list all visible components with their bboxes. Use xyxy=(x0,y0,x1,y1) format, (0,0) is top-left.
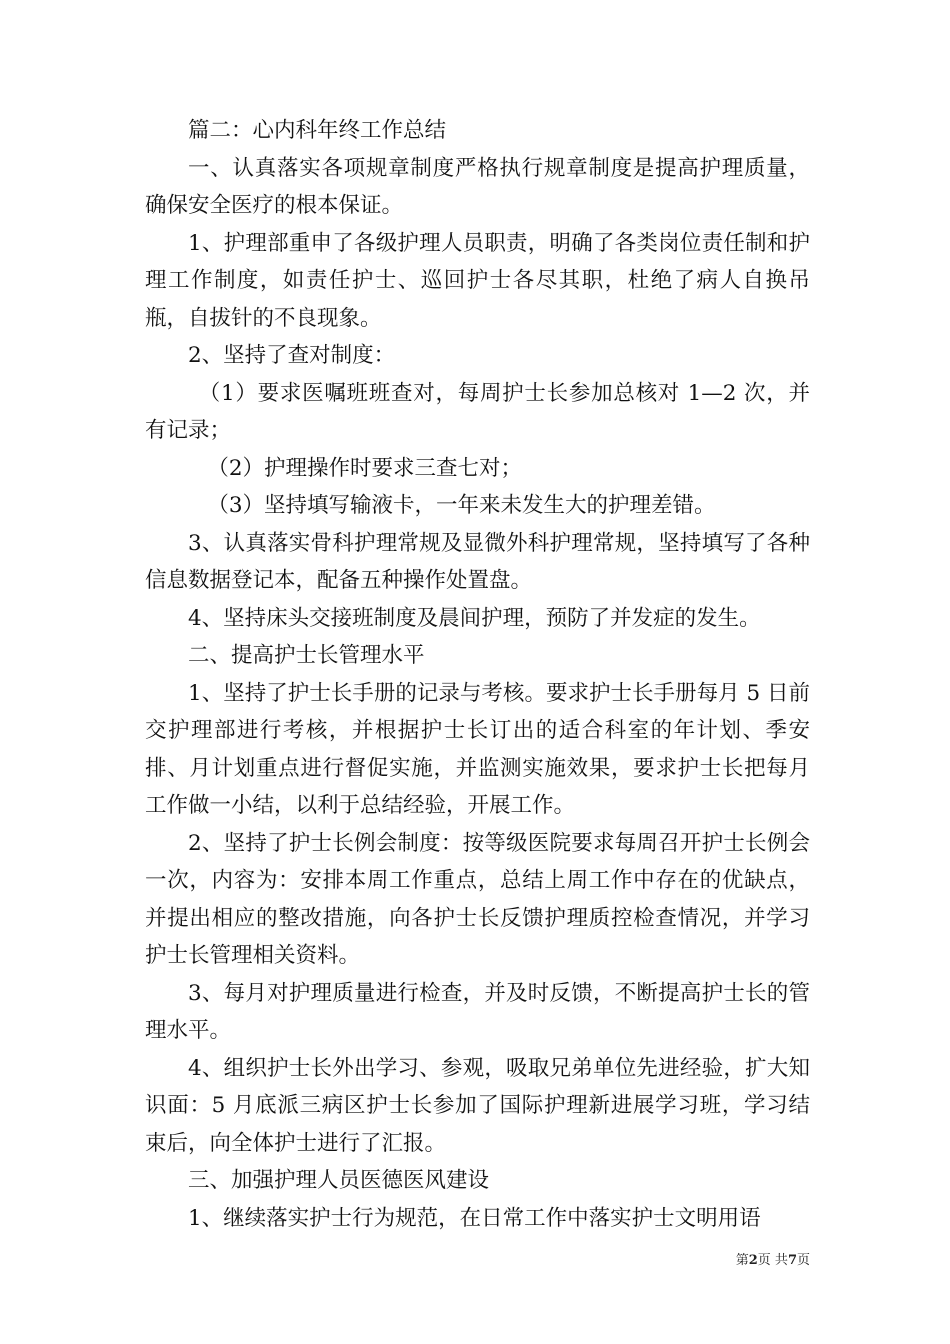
paragraph: 2、坚持了护士长例会制度：按等级医院要求每周召开护士长例会一次，内容为：安排本周工作重点，总结上周工作中存在的优缺点，并提出相应的整改措施，向各护士长反馈护理质控检查情况，并学习护士长管理相关资料。 xyxy=(145,830,810,968)
section-heading: 二、提高护士长管理水平 xyxy=(188,643,425,668)
footer-prefix: 第 xyxy=(735,1253,749,1268)
total-page-count: 7 xyxy=(787,1253,797,1268)
section-heading: 三、加强护理人员医德医风建设 xyxy=(188,1168,490,1193)
paragraph: 一、认真落实各项规章制度严格执行规章制度是提高护理质量，确保安全医疗的根本保证。 xyxy=(145,155,810,218)
document-body xyxy=(145,112,810,1237)
paragraph: 1、继续落实护士行为规范，在日常工作中落实护士文明用语 xyxy=(188,1205,761,1231)
paragraph: 3、认真落实骨科护理常规及显微外科护理常规，坚持填写了各种信息数据登记本，配备五种操作处置盘。 xyxy=(145,530,810,593)
paragraph: （1）要求医嘱班班查对，每周护士长参加总核对 1—2 次，并有记录； xyxy=(145,380,810,443)
footer-suffix: 页 xyxy=(796,1253,810,1268)
paragraph: （2）护理操作时要求三查七对； xyxy=(207,455,523,481)
paragraph: 4、组织护士长外出学习、参观，吸取兄弟单位先进经验，扩大知识面：5 月底派三病区护士长参加了国际护理新进展学习班，学习结束后，向全体护士进行了汇报。 xyxy=(145,1055,810,1156)
section-title: 篇二：心内科年终工作总结 xyxy=(188,118,447,143)
page-number-footer xyxy=(700,1249,810,1268)
paragraph: 4、坚持床头交接班制度及晨间护理，预防了并发症的发生。 xyxy=(188,605,761,631)
paragraph: 1、坚持了护士长手册的记录与考核。要求护士长手册每月 5 日前交护理部进行考核，并根据护士长订出的适合科室的年计划、季安排、月计划重点进行督促实施，并监测实施效果，要求护士长把每月工作做一小结，以利于总结经验，开展工作。 xyxy=(145,680,810,818)
current-page-number: 2 xyxy=(748,1253,758,1268)
paragraph: （3）坚持填写输液卡，一年来未发生大的护理差错。 xyxy=(207,493,716,518)
footer-middle: 页 共 xyxy=(757,1253,788,1268)
paragraph: 3、每月对护理质量进行检查，并及时反馈，不断提高护士长的管理水平。 xyxy=(145,980,810,1043)
paragraph: 1、护理部重申了各级护理人员职责，明确了各类岗位责任制和护理工作制度，如责任护士、巡回护士各尽其职，杜绝了病人自换吊瓶，自拔针的不良现象。 xyxy=(145,230,810,331)
paragraph: 2、坚持了查对制度： xyxy=(188,343,396,368)
